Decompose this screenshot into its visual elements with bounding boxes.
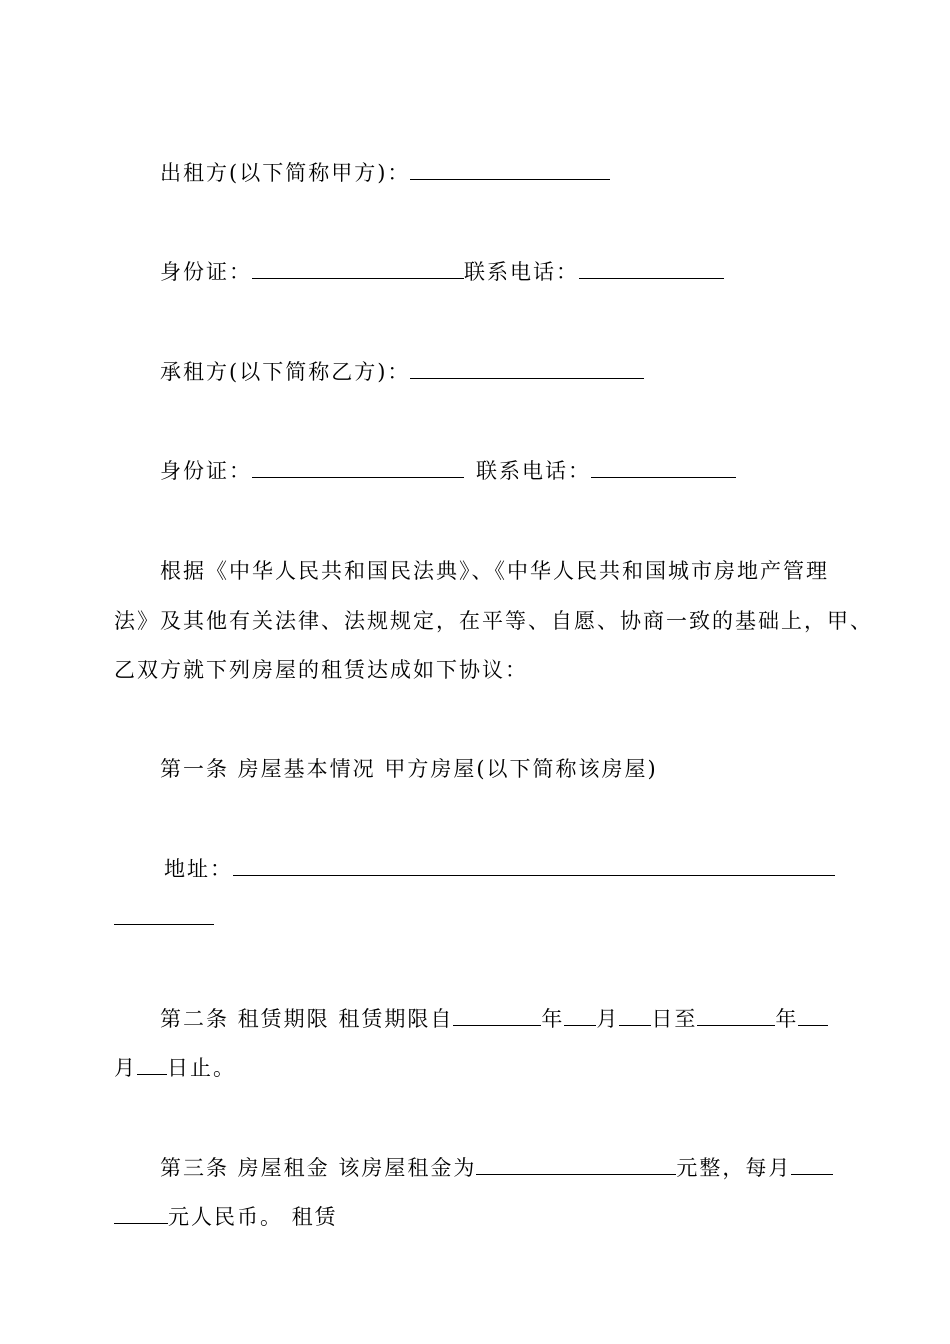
article2-heading: 第二条 租赁期限 租赁期限自 — [160, 1007, 454, 1031]
lessee-id-line — [160, 455, 950, 487]
lessor-id-label: 身份证： — [160, 260, 252, 284]
article2-month-2: 月 — [114, 1056, 137, 1080]
start-month-field[interactable] — [564, 1007, 596, 1026]
end-day-field[interactable] — [137, 1056, 167, 1075]
total-rent-field[interactable] — [476, 1156, 676, 1175]
article2-day-1: 日至 — [651, 1007, 698, 1031]
lessor-id-field[interactable] — [252, 260, 464, 279]
address-continuation — [114, 902, 950, 934]
article2-year-1: 年 — [541, 1007, 565, 1031]
article1-heading: 第一条 房屋基本情况 甲方房屋(以下简称该房屋) — [160, 757, 658, 781]
article1-heading-line — [160, 753, 950, 785]
article2-year-2: 年 — [775, 1007, 799, 1031]
lessee-phone-label: 联系电话： — [476, 459, 591, 483]
monthly-rent-field-continuation[interactable] — [114, 1205, 168, 1224]
article2-continuation — [114, 1052, 950, 1084]
monthly-rent-field[interactable] — [791, 1156, 833, 1175]
lessor-id-line — [160, 256, 950, 288]
article3-unit: 元整，每月 — [676, 1156, 792, 1180]
lessor-label: 出租方(以下简称甲方)： — [160, 161, 411, 185]
preamble-text-2: 法》及其他有关法律、法规规定，在平等、自愿、协商一致的基础上，甲、 — [114, 609, 873, 633]
preamble-text-1: 根据《中华人民共和国民法典》、《中华人民共和国城市房地产管理 — [160, 559, 829, 583]
article3-line — [160, 1152, 950, 1184]
article2-end: 日止。 — [167, 1056, 236, 1080]
article2-month-1: 月 — [596, 1007, 620, 1031]
address-label: 地址： — [164, 857, 233, 881]
address-field-continuation[interactable] — [114, 906, 214, 925]
lessor-phone-label: 联系电话： — [464, 260, 579, 284]
address-line — [164, 853, 950, 885]
lessor-line — [160, 157, 950, 189]
preamble-line-2 — [114, 605, 950, 637]
end-year-field[interactable] — [697, 1007, 775, 1026]
lessee-id-field[interactable] — [252, 459, 464, 478]
preamble-line-1 — [160, 555, 950, 587]
end-month-field[interactable] — [798, 1007, 828, 1026]
preamble-line-3 — [114, 654, 950, 686]
article3-tail: 元人民币。 租赁 — [168, 1205, 338, 1229]
lessee-id-label: 身份证： — [160, 459, 252, 483]
article3-heading: 第三条 房屋租金 该房屋租金为 — [160, 1156, 477, 1180]
lessor-name-field[interactable] — [410, 161, 610, 180]
preamble-text-3: 乙双方就下列房屋的租赁达成如下协议： — [114, 658, 528, 682]
start-year-field[interactable] — [453, 1007, 541, 1026]
lessee-phone-field[interactable] — [591, 459, 736, 478]
article2-line — [160, 1003, 950, 1035]
lessee-label: 承租方(以下简称乙方)： — [160, 360, 411, 384]
article3-continuation — [114, 1201, 950, 1233]
address-field[interactable] — [233, 857, 835, 876]
lessee-line — [160, 356, 950, 388]
start-day-field[interactable] — [619, 1007, 651, 1026]
lessee-name-field[interactable] — [410, 360, 644, 379]
lessor-phone-field[interactable] — [579, 260, 724, 279]
